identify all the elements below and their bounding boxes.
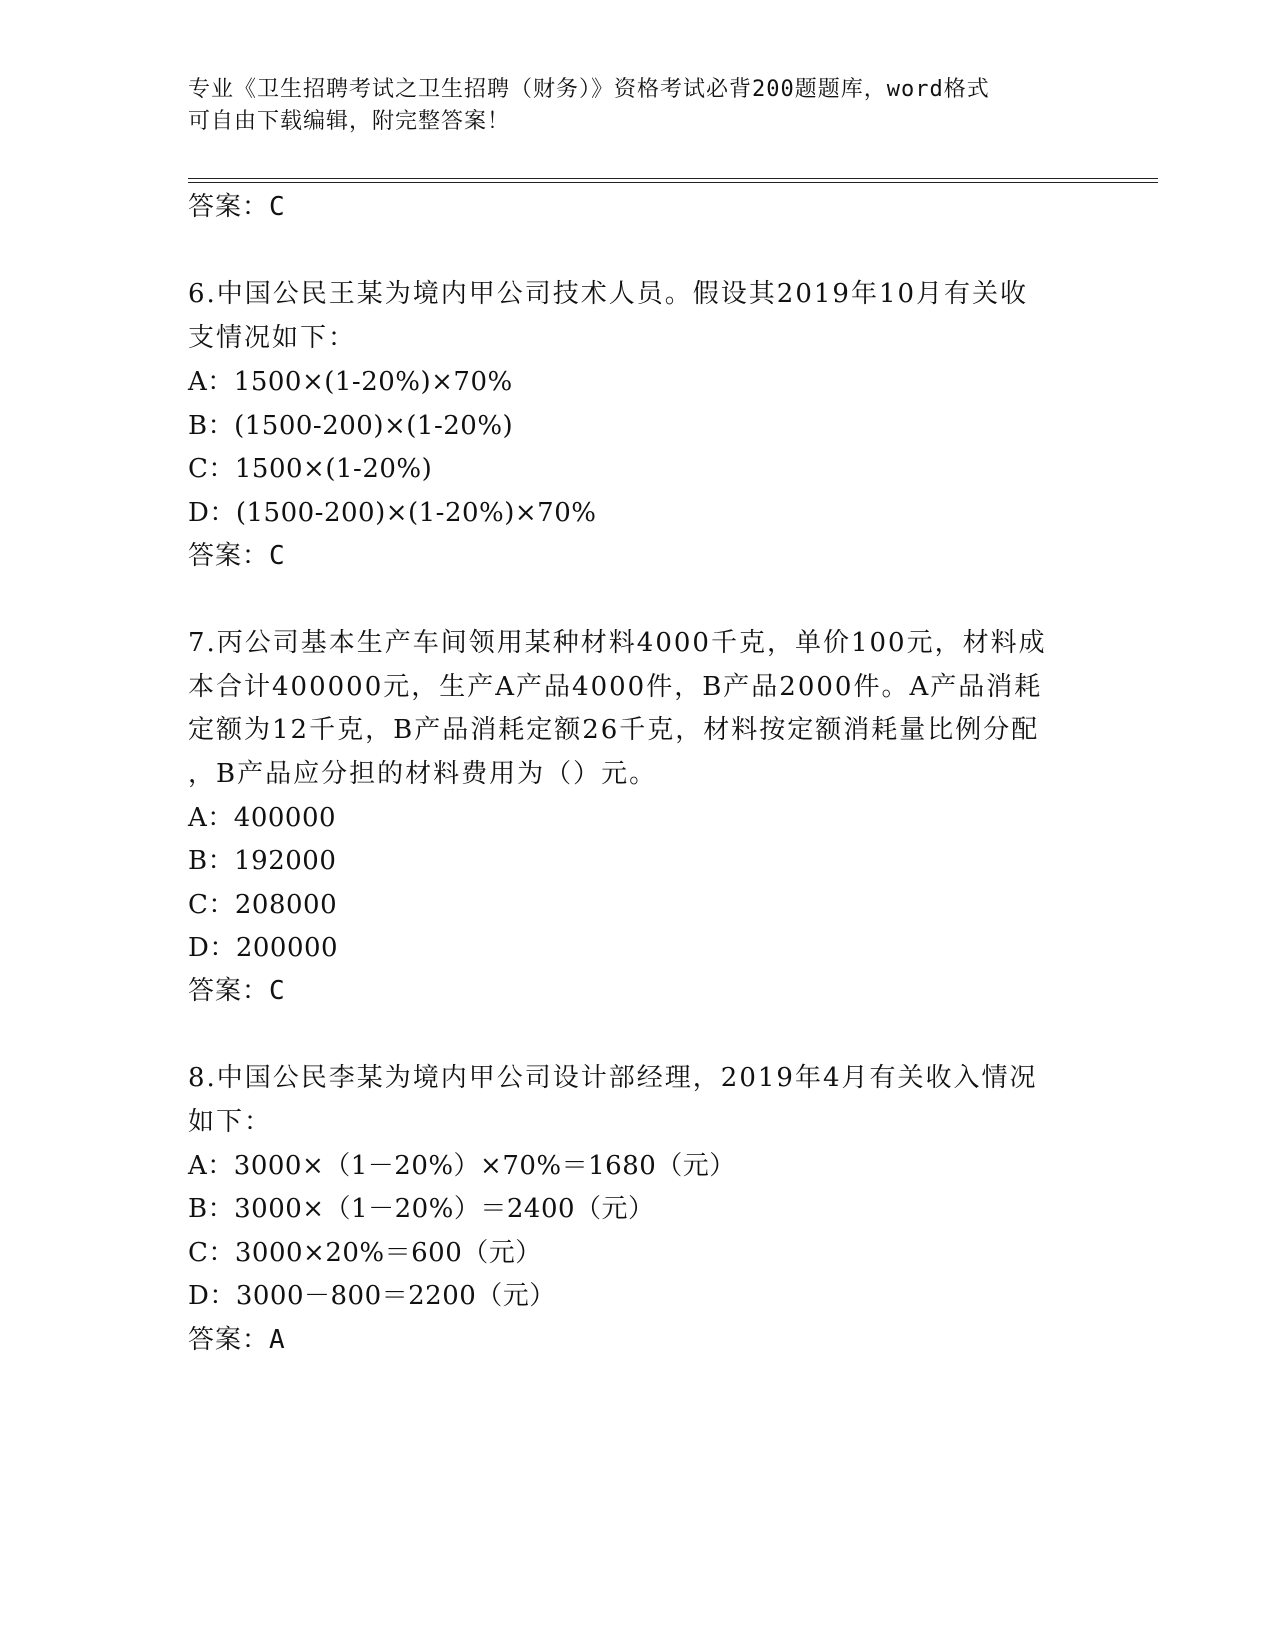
question-8-option-a: A：3000×（1－20%）×70%＝1680（元） bbox=[188, 1151, 736, 1181]
question-7-option-c: C：208000 bbox=[188, 890, 338, 920]
question-6-line-2: 支情况如下： bbox=[188, 323, 357, 353]
question-8-line-2: 如下： bbox=[188, 1107, 273, 1137]
header-divider bbox=[188, 182, 1158, 183]
question-7-line-4: ，B产品应分担的材料费用为（）元。 bbox=[188, 759, 658, 789]
question-6-option-a: A：1500×(1-20%)×70% bbox=[188, 367, 513, 397]
header-divider bbox=[188, 178, 1158, 179]
question-8-option-d: D：3000－800＝2200（元） bbox=[188, 1281, 556, 1311]
question-6-line-1: 6.中国公民王某为境内甲公司技术人员。假设其2019年10月有关收 bbox=[188, 279, 1029, 309]
question-7-line-3: 定额为12千克，B产品消耗定额26千克，材料按定额消耗量比例分配 bbox=[188, 715, 1040, 745]
document-header bbox=[188, 74, 1068, 138]
question-7-option-b: B：192000 bbox=[188, 846, 337, 876]
question-7-line-1: 7.丙公司基本生产车间领用某种材料4000千克，单价100元，材料成 bbox=[188, 628, 1047, 658]
question-6-option-b: B：(1500-200)×(1-20%) bbox=[188, 411, 514, 441]
question-7-answer: 答案：C bbox=[188, 976, 286, 1006]
question-8-answer: 答案：A bbox=[188, 1325, 286, 1355]
previous-answer: 答案：C bbox=[188, 192, 286, 222]
header-title-line-2: 可自由下载编辑，附完整答案！ bbox=[188, 109, 511, 134]
question-7-line-2: 本合计400000元，生产A产品4000件，B产品2000件。A产品消耗 bbox=[188, 672, 1043, 702]
question-8-line-1: 8.中国公民李某为境内甲公司设计部经理，2019年4月有关收入情况 bbox=[188, 1063, 1038, 1093]
question-7-option-d: D：200000 bbox=[188, 933, 339, 963]
question-6-answer: 答案：C bbox=[188, 541, 286, 571]
header-title-line-1: 专业《卫生招聘考试之卫生招聘（财务）》资格考试必背200题题库，word格式 bbox=[188, 77, 990, 102]
question-8-option-c: C：3000×20%＝600（元） bbox=[188, 1238, 542, 1268]
question-8-option-b: B：3000×（1－20%）＝2400（元） bbox=[188, 1194, 655, 1224]
question-7-option-a: A：400000 bbox=[188, 803, 337, 833]
question-6-option-d: D：(1500-200)×(1-20%)×70% bbox=[188, 498, 597, 528]
question-6-option-c: C：1500×(1-20%) bbox=[188, 454, 433, 484]
